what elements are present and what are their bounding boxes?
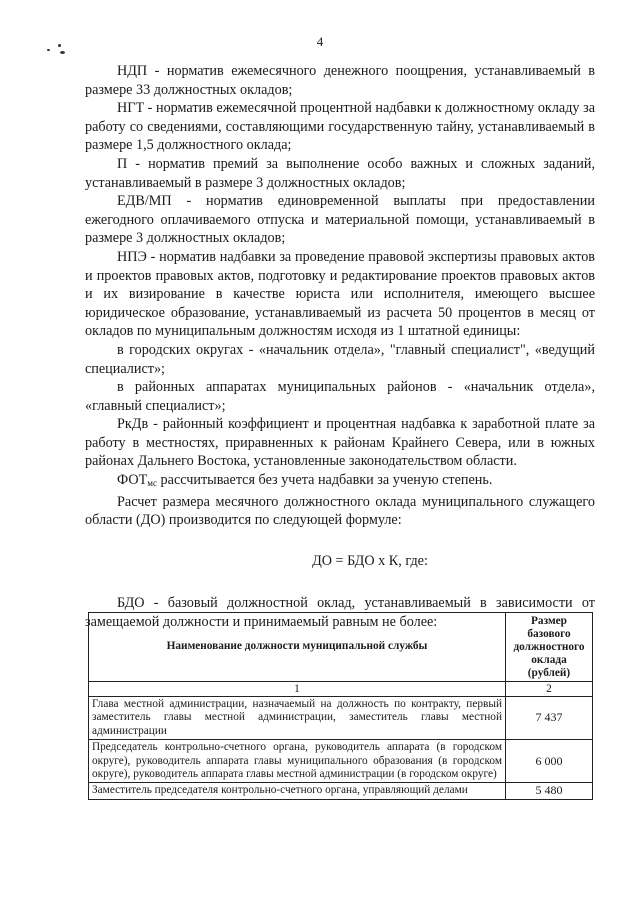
paragraph-fot [85,471,595,493]
column-number-row [89,682,593,697]
paragraph-npe: НПЭ - норматив надбавки за проведение правовой экспертизы правовых актов и проектов правовых актов, подготовку и редактирование проектов правовых актов и их визирование в качестве юриста или исполнителя, имеющего высшее юридическое образование, устанавливаемый из расчета 50 процентов в месяц от окладов по муниципальным должностям исходя из 1 штатной единицы: [85,248,595,340]
salary-formula: ДО = БДО х К, где: [312,552,428,569]
scan-speck [60,51,65,54]
column-number: 2 [506,682,593,697]
table-row [89,740,593,783]
header-base-salary: Размер базового должностного оклада (рублей) [506,613,593,682]
table-row [89,697,593,740]
paragraph-bdo: БДО - базовый должностной оклад, устанавливаемый в зависимости от замещаемой должности и принимаемый равным не более: [85,595,595,631]
paragraph-municipal-districts: в районных аппаратах муниципальных районов - «начальник отдела», «главный специалист»; [85,379,595,414]
header-position-name: Наименование должности муниципальной службы [89,613,506,682]
document-body [85,62,595,632]
table-row [89,783,593,799]
paragraph-rkdv: РкДв - районный коэффициент и процентная надбавка к заработной плате за работу в местностях, приравненных к районам Крайнего Севера, или в южных районах Дальнего Востока, установленные законодательством области. [85,416,595,470]
fot-subscript: мс [147,478,157,489]
paragraph-edv-mp: ЕДВ/МП - норматив единовременной выплаты при предоставлении ежегодного оплачиваемого отпуска и материальной помощи, устанавливаемый в размере 3 должностных окладов; [85,193,595,247]
paragraph-p: П - норматив премий за выполнение особо важных и сложных заданий, устанавливаемый в размере 3 должностных окладов; [85,155,595,191]
base-salary-value: 7 437 [506,697,593,740]
fot-label: ФОТ [117,472,148,489]
table-header-row [89,613,593,682]
fot-text: рассчитывается без учета надбавки за ученую степень. [157,472,493,489]
position-name: Глава местной администрации, назначаемый на должность по контракту, первый заместитель главы местной администрации, заместитель главы местной администрации [89,697,506,740]
positions-salary-table [88,612,593,800]
position-name: Председатель контрольно-счетного органа, руководитель аппарата (в городском округе), руководитель аппарата главы муниципального образования (в городском округе), руководитель аппарата главы местной администрации (в городском округе) [89,740,506,783]
paragraph-calculation: Расчет размера месячного должностного оклада муниципального служащего области (ДО) производится по следующей формуле: [85,493,595,529]
paragraph-ngt: НГТ - норматив ежемесячной процентной надбавки к должностному окладу за работу со сведениями, составляющими государственную тайну, устанавливаемый в размере 1,5 должностного оклада; [85,100,595,154]
base-salary-value: 6 000 [506,740,593,783]
position-name: Заместитель председателя контрольно-счетного органа, управляющий делами [89,783,506,799]
column-number: 1 [89,682,506,697]
page-number: 4 [316,34,324,49]
paragraph-city-districts: в городских округах - «начальник отдела», "главный специалист", «ведущий специалист»; [85,341,595,377]
base-salary-value: 5 480 [506,783,593,799]
paragraph-ndp: НДП - норматив ежемесячного денежного поощрения, устанавливаемый в размере 33 должностных окладов; [85,63,595,98]
